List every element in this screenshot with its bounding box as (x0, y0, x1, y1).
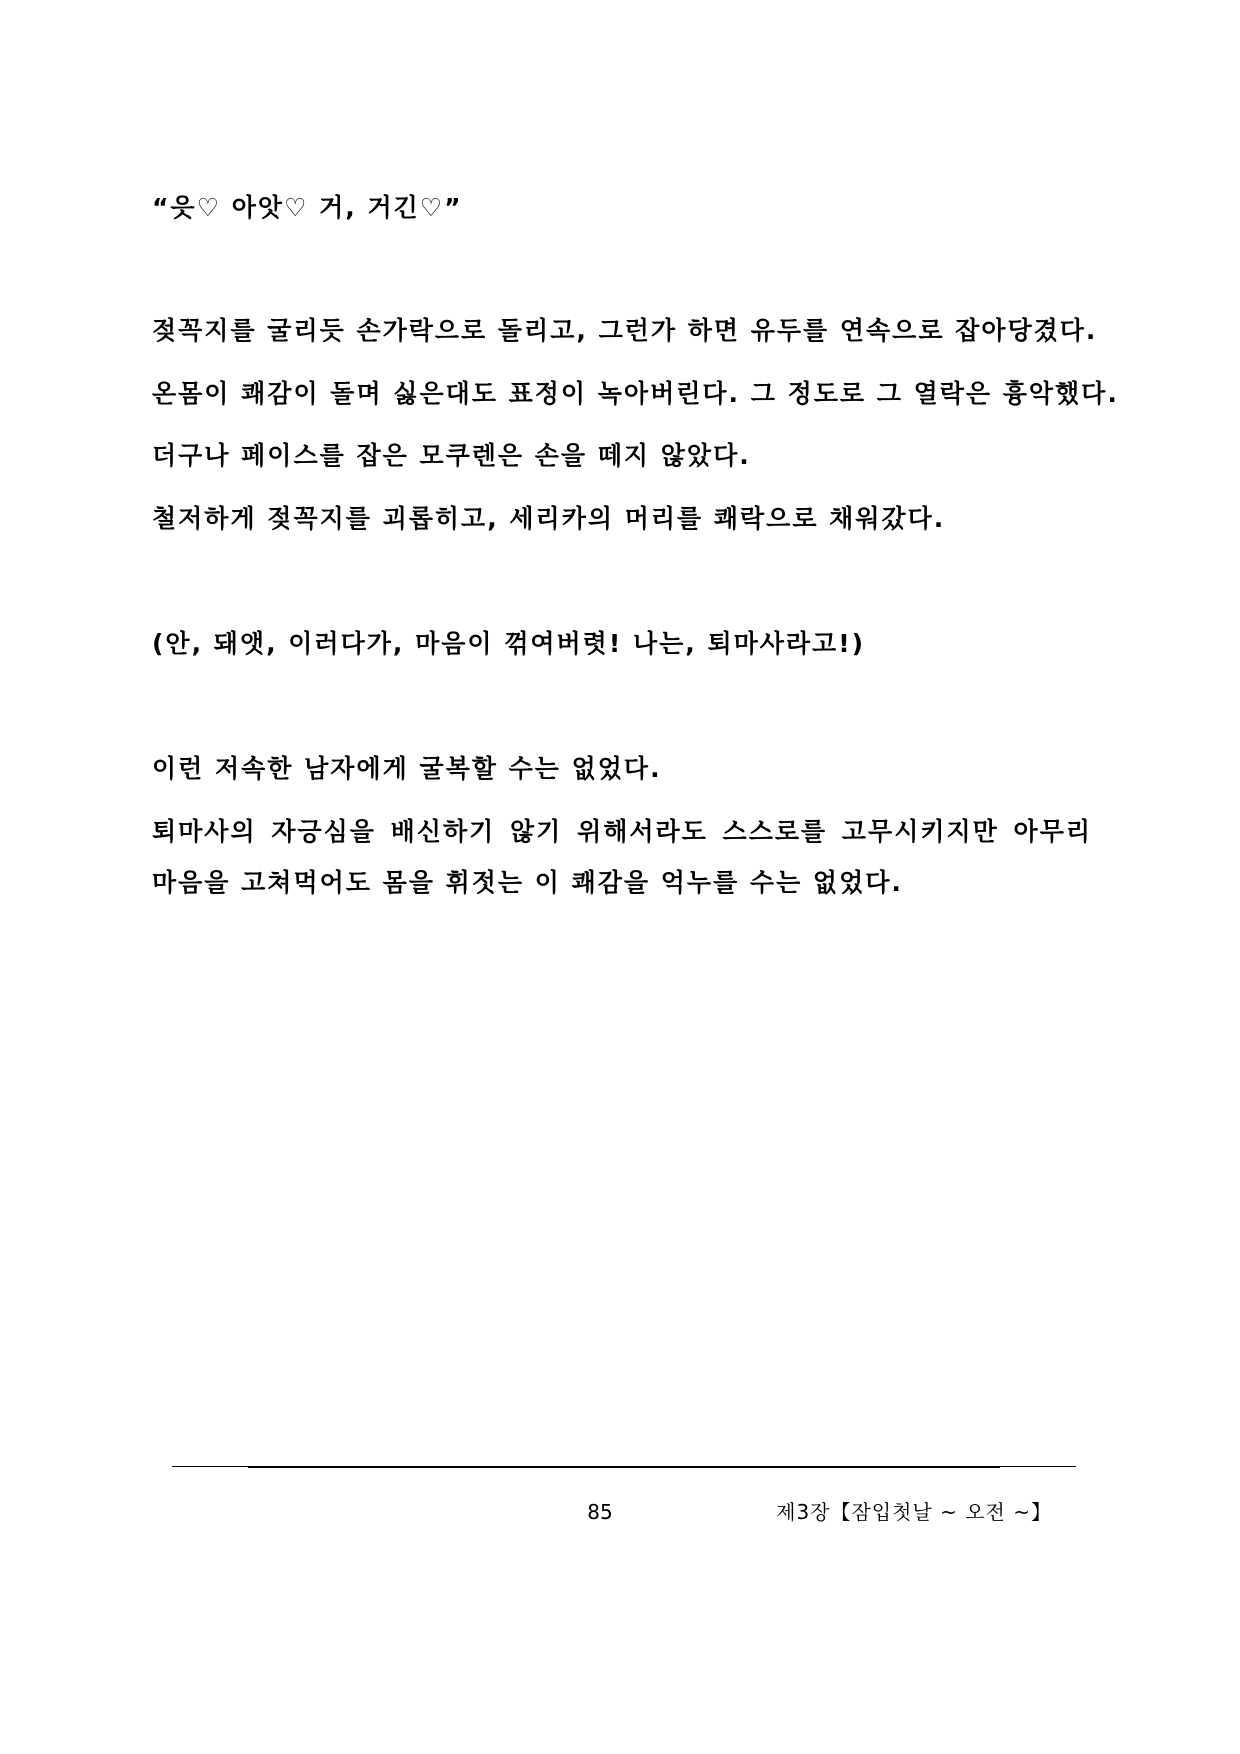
inner-monologue: (안, 돼앳, 이러다가, 마음이 꺾여버렷! 나는, 퇴마사라고!) (152, 629, 866, 658)
paragraph-line: 마음을 고쳐먹어도 몸을 휘젓는 이 쾌감을 억누를 수는 없었다. (152, 868, 903, 897)
dialogue-line: “읏♡ 아앗♡ 거, 거긴♡” (152, 193, 463, 222)
page-number: 85 (587, 1500, 613, 1524)
paragraph: 젖꼭지를 굴리듯 손가락으로 돌리고, 그런가 하면 유두를 연속으로 잡아당겼다. (152, 316, 1098, 345)
paragraph: 철저하게 젖꼭지를 괴롭히고, 세리카의 머리를 쾌락으로 채워갔다. (152, 504, 946, 533)
chapter-title: 제3장【잠입첫날 ~ 오전 ~】 (776, 1500, 1052, 1524)
paragraph-line: 퇴마사의 자긍심을 배신하기 않기 위해서라도 스스로를 고무시키지만 아무리 (152, 817, 1092, 846)
paragraph: 더구나 페이스를 잡은 모쿠렌은 손을 떼지 않았다. (152, 441, 751, 470)
footer-divider-accent (248, 1466, 1000, 1468)
paragraph: 온몸이 쾌감이 돌며 싫은대도 표정이 녹아버린다. 그 정도로 그 열락은 흉악했다. (152, 379, 1119, 408)
paragraph: 이런 저속한 남자에게 굴복할 수는 없었다. (152, 754, 662, 783)
